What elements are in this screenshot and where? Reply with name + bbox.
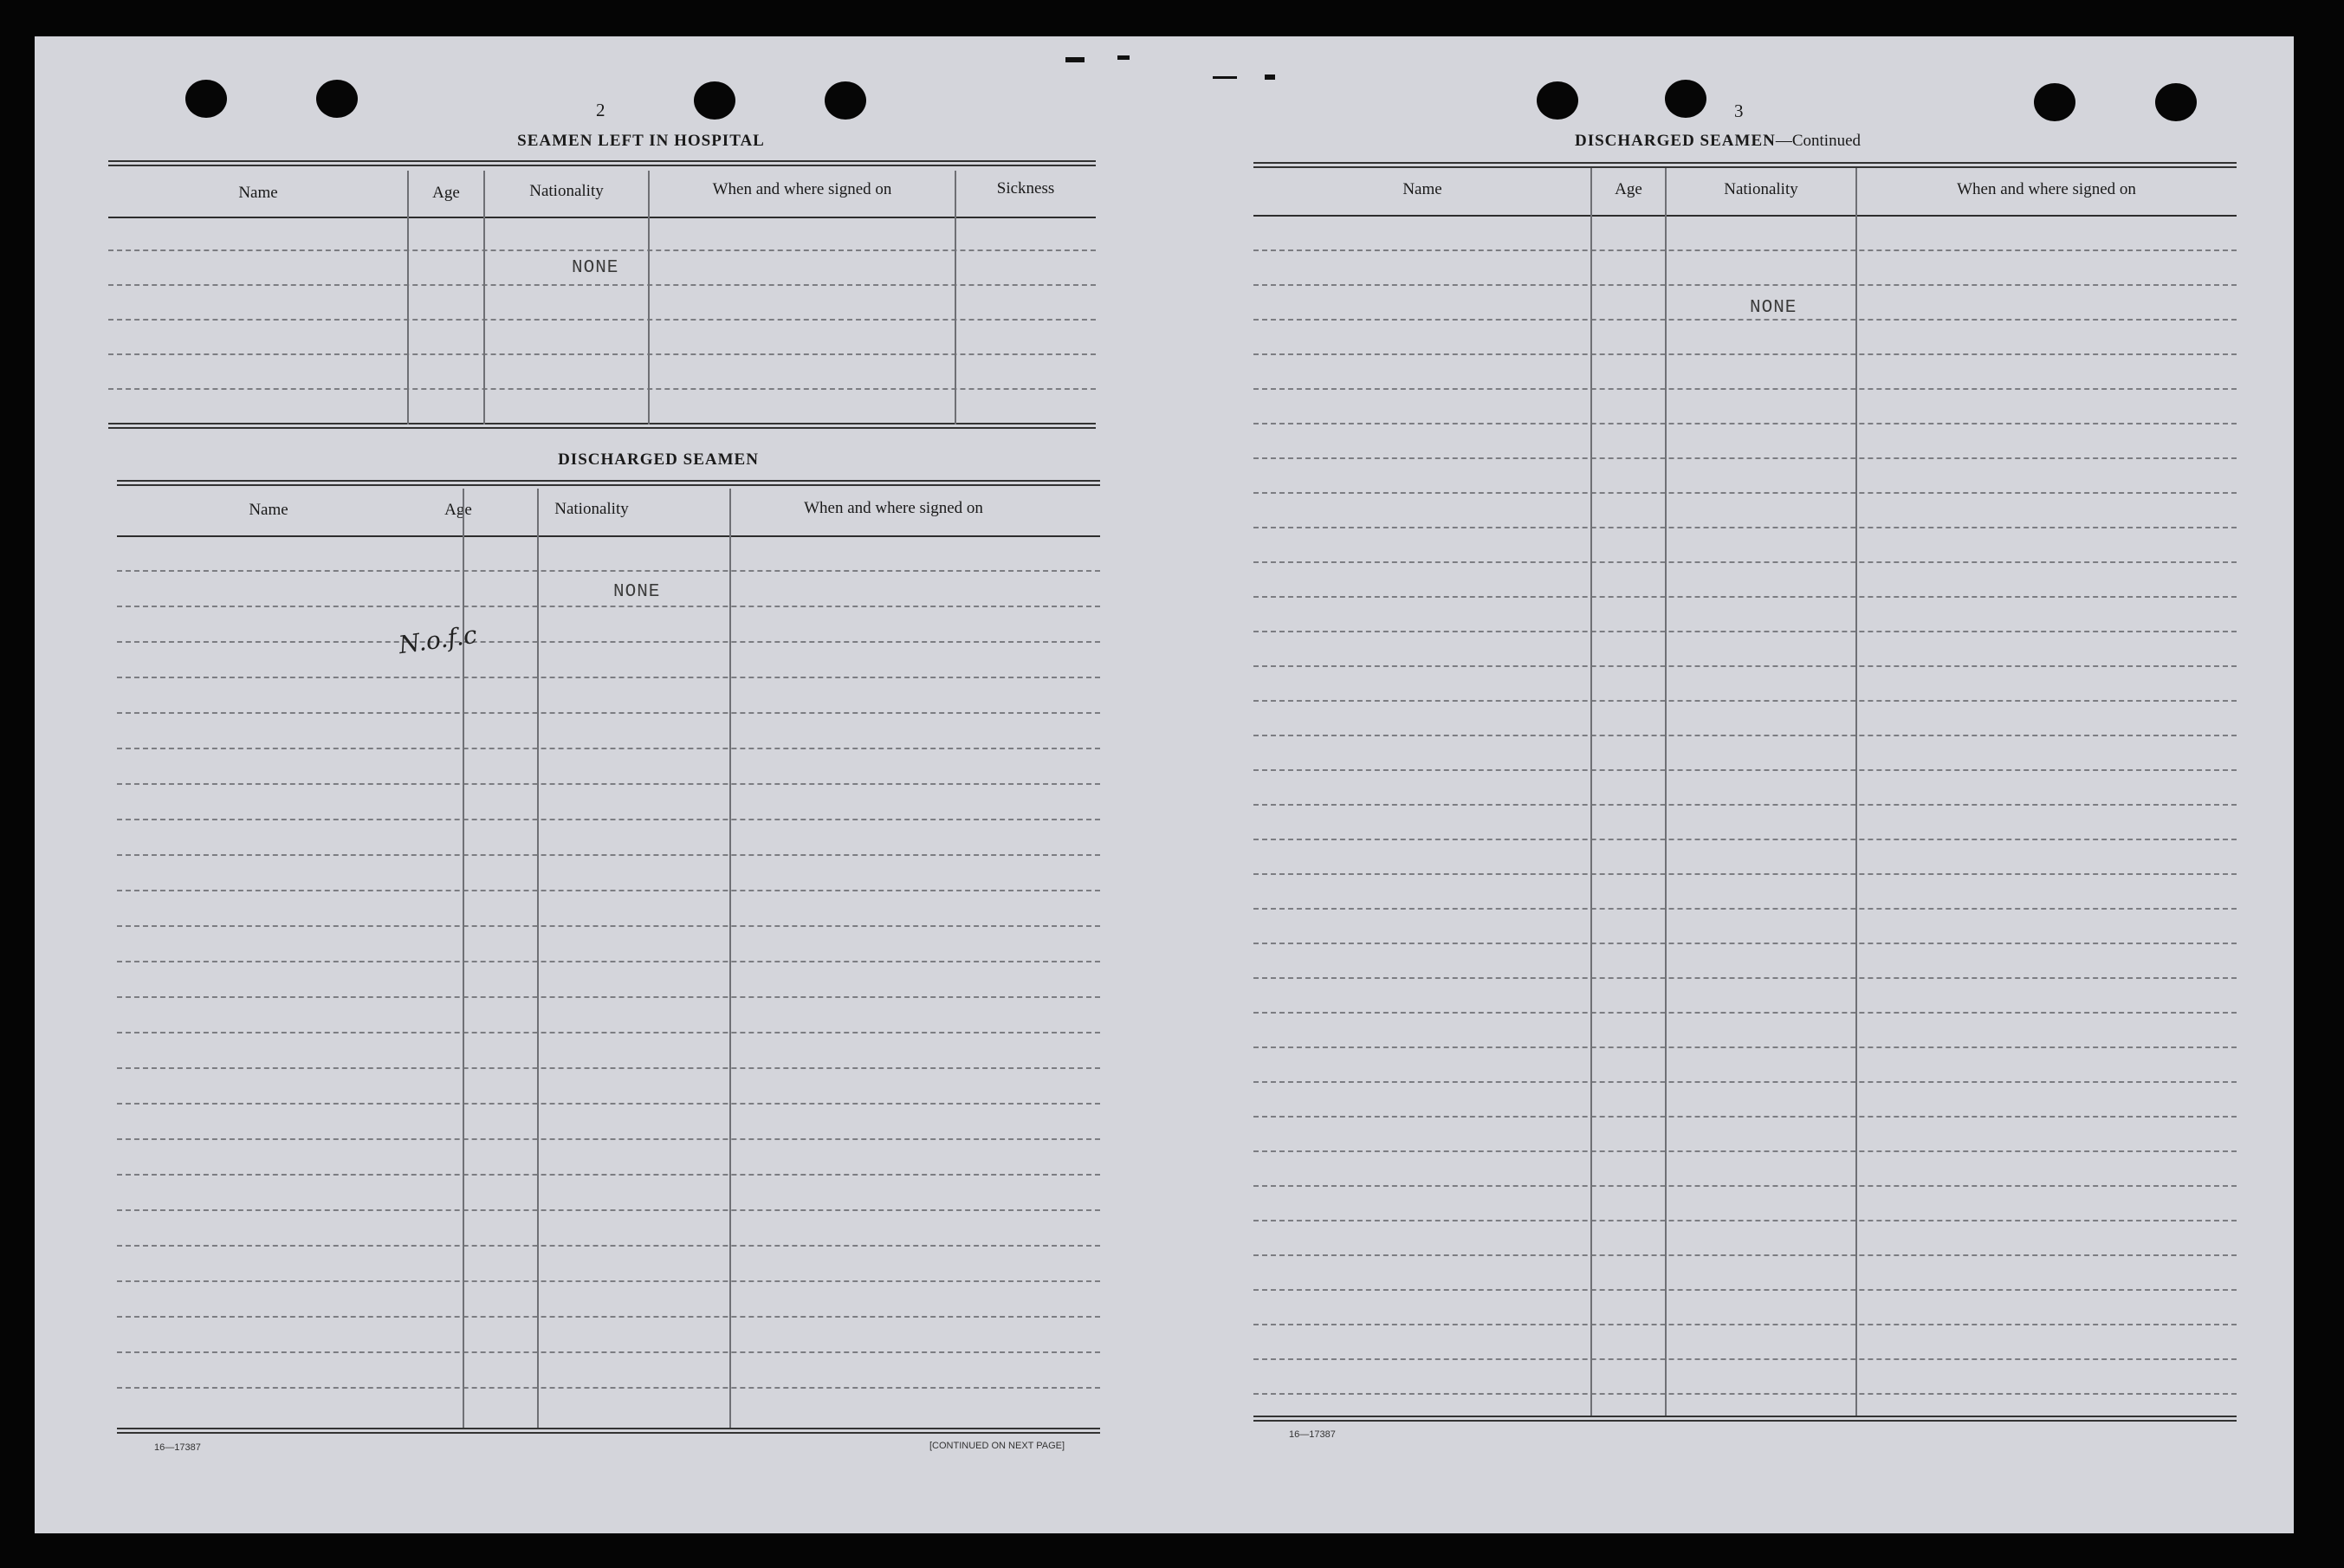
section-rule	[1253, 162, 2237, 168]
row-line	[1253, 839, 2237, 840]
punch-hole	[1665, 80, 1706, 118]
row-line	[1253, 353, 2237, 355]
row-line	[117, 925, 1100, 927]
section-title-suffix: —Continued	[1775, 132, 1862, 150]
punch-hole	[2155, 83, 2197, 121]
row-line	[1253, 1393, 2237, 1395]
section-rule	[108, 160, 1096, 166]
column-header-signed-on: When and where signed on	[804, 499, 983, 517]
row-line	[108, 319, 1096, 321]
section-rule	[117, 1428, 1100, 1434]
row-line	[1253, 1046, 2237, 1048]
column-divider	[1855, 168, 1857, 1416]
row-line	[1253, 284, 2237, 286]
row-line	[1253, 1012, 2237, 1014]
row-line	[1253, 492, 2237, 494]
discharged-entry: NONE	[613, 582, 661, 602]
row-line	[117, 1280, 1100, 1282]
row-line	[117, 1351, 1100, 1353]
row-line	[1253, 596, 2237, 598]
row-line	[1253, 1358, 2237, 1360]
row-line	[1253, 1081, 2237, 1083]
header-rule	[108, 217, 1096, 218]
row-line	[117, 1387, 1100, 1389]
row-line	[117, 1067, 1100, 1069]
discharged-continued-title	[1575, 132, 1861, 151]
discharged-section-title: DISCHARGED SEAMEN	[558, 450, 759, 469]
column-divider	[407, 171, 409, 424]
row-line	[117, 1103, 1100, 1105]
row-line	[1253, 665, 2237, 667]
row-line	[117, 606, 1100, 607]
ink-speck	[1213, 76, 1237, 79]
row-line	[1253, 1150, 2237, 1152]
punch-hole	[1537, 81, 1578, 120]
row-line	[117, 1245, 1100, 1247]
row-line	[1253, 1185, 2237, 1187]
punch-hole	[316, 80, 358, 118]
row-line	[117, 748, 1100, 749]
row-line	[117, 961, 1100, 962]
row-line	[117, 712, 1100, 714]
row-line	[117, 1174, 1100, 1176]
column-header-nationality: Nationality	[1724, 180, 1798, 198]
column-header-name: Name	[1402, 180, 1442, 198]
column-divider	[537, 489, 539, 1428]
section-rule	[117, 480, 1100, 486]
row-line	[117, 890, 1100, 891]
page-number: 2	[596, 100, 605, 120]
row-line	[108, 284, 1096, 286]
column-divider	[1590, 168, 1592, 1416]
discharged-continued-entry: NONE	[1750, 298, 1797, 318]
column-header-nationality: Nationality	[529, 182, 604, 200]
column-header-name: Name	[238, 184, 278, 202]
punch-hole	[825, 81, 866, 120]
row-line	[117, 854, 1100, 856]
row-line	[1253, 561, 2237, 563]
row-line	[1253, 769, 2237, 771]
row-line	[1253, 735, 2237, 736]
column-header-sickness: Sickness	[996, 179, 1055, 198]
row-line	[117, 1316, 1100, 1318]
column-divider	[955, 171, 956, 424]
row-line	[108, 249, 1096, 251]
row-line	[117, 1032, 1100, 1033]
form-number: 16—17387	[154, 1442, 201, 1453]
column-header-nationality: Nationality	[554, 500, 629, 518]
row-line	[1253, 1289, 2237, 1291]
row-line	[108, 388, 1096, 390]
row-line	[1253, 1116, 2237, 1118]
row-line	[1253, 423, 2237, 424]
row-line	[117, 677, 1100, 678]
row-line	[1253, 631, 2237, 632]
column-header-name: Name	[249, 501, 288, 519]
column-divider	[729, 489, 731, 1428]
punch-hole	[185, 80, 227, 118]
row-line	[1253, 249, 2237, 251]
column-header-signed-on: When and where signed on	[1957, 180, 2136, 198]
row-line	[117, 783, 1100, 785]
punch-hole	[694, 81, 735, 120]
row-line	[1253, 1324, 2237, 1325]
row-line	[1253, 388, 2237, 390]
column-header-age: Age	[444, 501, 472, 519]
continued-note: [CONTINUED ON NEXT PAGE]	[929, 1441, 1065, 1451]
row-line	[117, 641, 1100, 643]
form-number: 16—17387	[1289, 1429, 1336, 1440]
column-divider	[483, 171, 485, 424]
section-rule	[108, 423, 1096, 429]
ink-speck	[1265, 75, 1275, 80]
header-rule	[1253, 215, 2237, 217]
ink-speck	[1117, 55, 1130, 60]
row-line	[1253, 527, 2237, 528]
row-line	[117, 570, 1100, 572]
column-header-age: Age	[1615, 180, 1642, 198]
hospital-entry: NONE	[572, 258, 619, 278]
row-line	[1253, 319, 2237, 321]
column-divider	[1665, 168, 1667, 1416]
header-rule	[117, 535, 1100, 537]
row-line	[1253, 700, 2237, 702]
section-title: DISCHARGED SEAMEN	[1575, 132, 1776, 150]
section-rule	[1253, 1416, 2237, 1422]
column-header-signed-on: When and where signed on	[712, 180, 892, 198]
row-line	[117, 819, 1100, 820]
row-line	[117, 1209, 1100, 1211]
row-line	[117, 996, 1100, 998]
row-line	[1253, 804, 2237, 806]
row-line	[1253, 908, 2237, 910]
column-divider	[648, 171, 650, 424]
row-line	[1253, 873, 2237, 875]
row-line	[1253, 977, 2237, 979]
page-number: 3	[1734, 100, 1744, 121]
hospital-section-title: SEAMEN LEFT IN HOSPITAL	[517, 132, 765, 150]
row-line	[117, 1138, 1100, 1140]
row-line	[108, 353, 1096, 355]
row-line	[1253, 457, 2237, 459]
row-line	[1253, 943, 2237, 944]
column-header-age: Age	[432, 184, 460, 202]
row-line	[1253, 1220, 2237, 1221]
punch-hole	[2034, 83, 2075, 121]
ink-speck	[1065, 57, 1085, 62]
row-line	[1253, 1254, 2237, 1256]
handwritten-mark: N.o.f.c	[397, 619, 479, 660]
document-sheet	[35, 36, 2294, 1533]
